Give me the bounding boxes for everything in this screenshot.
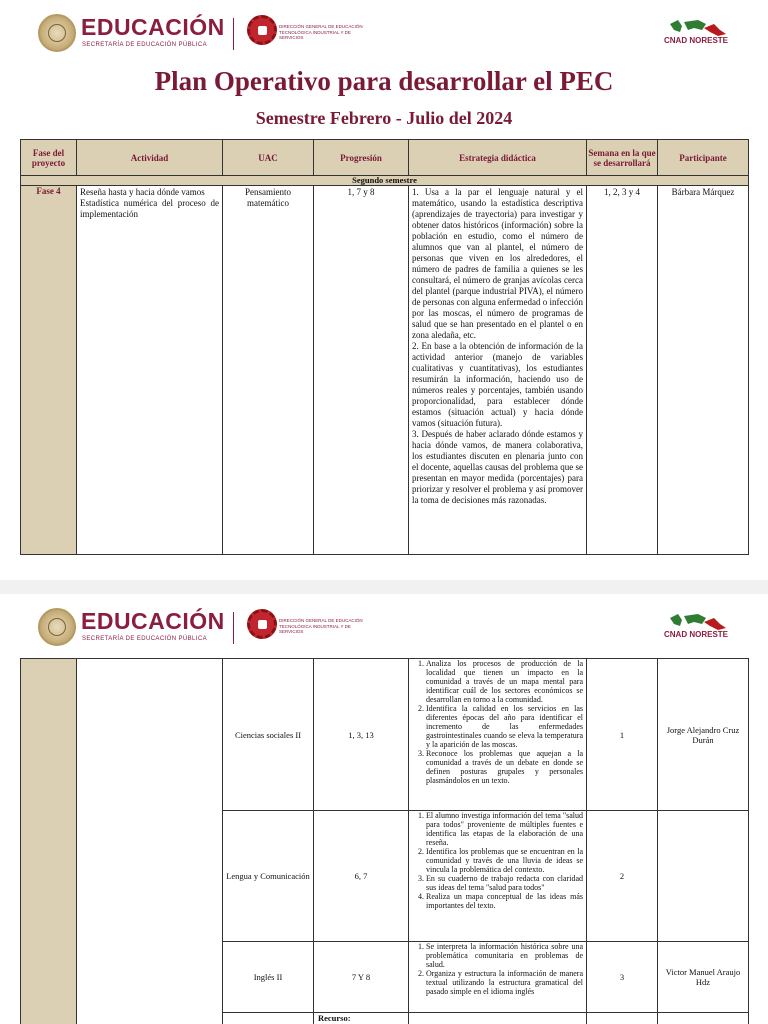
page-header: [0, 594, 768, 652]
semana-cell: 1, 2, 3 y 4: [587, 186, 658, 555]
list-item: 2. Identifica la calidad en los servicios en las diferentes épocas del año para identificar el incremento de las enfermedades gastrointestinales cuando se eleva la temperatura y la aparición de las moscas.: [426, 704, 586, 749]
section-row: [21, 176, 749, 186]
brand-subtitle: SECRETARÍA DE EDUCACIÓN PÚBLICA: [82, 636, 207, 642]
list-item: 1. El alumno investiga información del tema "salud para todos" proveniente de múltiples fuentes e identifica las etapas de la elaboración de una reseña.: [426, 811, 586, 847]
list-item: 1. Se interpreta la información histórica sobre una problemática comunitaria en problemas de salud.: [426, 942, 586, 969]
list-item: 3. Reconoce los problemas que aquejan a la comunidad a través de un debate en donde se definen posturas grupales y personales plasmándolos en un texto.: [426, 749, 586, 785]
mexico-seal-icon: [38, 14, 76, 52]
list-item: 3. En su cuaderno de trabajo redacta con claridad sus ideas del tema "salud para todos": [426, 874, 586, 892]
col-header-fase: Fase del proyecto: [21, 140, 77, 176]
uac-cell: Inglés II: [223, 942, 314, 1013]
brand-subtitle: SECRETARÍA DE EDUCACIÓN PÚBLICA: [82, 42, 207, 48]
page-subtitle: Semestre Febrero - Julio del 2024: [255, 108, 513, 128]
cnad-label: CNAD NORESTE: [664, 36, 729, 45]
estrategia-cell: [409, 1013, 587, 1024]
dgeti-gear-logo-icon: [247, 609, 277, 639]
participante-cell: Victor Manuel Araujo Hdz: [658, 942, 749, 1013]
col-header-participante: Participante: [658, 140, 749, 176]
col-header-progresion: Progresión: [314, 140, 409, 176]
estrategia-cell: [409, 659, 587, 811]
progresion-cell: 1, 7 y 8: [314, 186, 409, 555]
estrategia-list: [409, 942, 586, 996]
participante-cell: Jorge Alejandro Cruz Durán: [658, 659, 749, 811]
estrategia-cell: [409, 186, 587, 555]
header-divider: [233, 612, 234, 644]
section-label: Segundo semestre: [21, 176, 749, 186]
dgeti-text: DIRECCIÓN GENERAL DE EDUCACIÓN TECNOLÓGICA INDUSTRIAL Y DE SERVICIOS: [279, 24, 363, 40]
actividad-line: Estadística numérica del proceso de implementación: [80, 198, 219, 219]
col-header-uac: UAC: [223, 140, 314, 176]
semana-cell: 2: [587, 811, 658, 942]
recurso-label: Recurso:: [314, 1013, 409, 1024]
semana-cell: 1: [587, 659, 658, 811]
estrategia-paragraph: 2. En base a la obtención de información de la actividad anterior (manejo de variables cualitativas y cuantitativas), los estudiantes resumirán la información, haciendo uso de números reales y porcentajes, también usando proporcionalidad, para establecer dónde estamos (situación actual) y hacia dónde vamos (situación futura).: [412, 341, 583, 428]
cnad-label: CNAD NORESTE: [664, 630, 729, 639]
uac-cell: Lengua y Comunicación: [223, 811, 314, 942]
actividad-line: Reseña hasta y hacia dónde vamos: [80, 187, 205, 197]
cnad-sublabel: [676, 47, 726, 52]
dgeti-gear-logo-icon: [247, 15, 277, 45]
list-item: 2. Organiza y estructura la información de manera textual utilizando la estructura gramatical del pasado simple en el idioma inglés: [426, 969, 586, 996]
uac-cell: Pensamiento matemático: [223, 186, 314, 555]
cnad-map-logo-icon: [668, 18, 728, 38]
list-item: 1. Analiza los procesos de producción de la localidad que tienen un impacto en la comunidad a través de un mapa mental para identificar cuál de los sectores económicos se desarrollan en torno a la comunidad.: [426, 659, 586, 704]
estrategia-list: [409, 811, 586, 910]
plan-table: [20, 139, 749, 555]
document-page-2: [0, 594, 768, 1024]
semana-cell: [587, 1013, 658, 1024]
actividad-cell: [77, 659, 223, 1024]
fase-cell: Fase 4: [21, 186, 77, 555]
table-header-row: [21, 140, 749, 176]
col-header-estrategia: Estrategia didáctica: [409, 140, 587, 176]
page-title: Plan Operativo para desarrollar el PEC: [154, 66, 614, 96]
list-item: 4. Realiza un mapa conceptual de las ideas más importantes del texto.: [426, 892, 586, 910]
table-row: [21, 659, 749, 811]
brand-title: EDUCACIÓN: [81, 608, 225, 634]
uac-cell: Ciencias sociales II: [223, 659, 314, 811]
table-row: [21, 186, 749, 555]
actividad-cell: [77, 186, 223, 555]
progresion-cell: 7 Y 8: [314, 942, 409, 1013]
estrategia-cell: [409, 942, 587, 1013]
estrategia-list: [409, 659, 586, 785]
uac-cell: [223, 1013, 314, 1024]
participante-cell: Bárbara Márquez: [658, 186, 749, 555]
estrategia-paragraph: 3. Después de haber aclarado dónde estamos y hacia dónde vamos, de manera colaborativa, los estudiantes discuten en plenaria junto con el docente, aquellas causas del problema que se presentan en mayor medida (porcentajes) para priorizar y resolver el problema y así promover la toma de decisiones más razonadas.: [412, 429, 583, 505]
brand-title: EDUCACIÓN: [81, 14, 225, 40]
list-item: 2. Identifica los problemas que se encuentran en la comunidad y través de una lluvia de ideas se vincula la problemática del contexto.: [426, 847, 586, 874]
progresion-cell: 1, 3, 13: [314, 659, 409, 811]
mexico-seal-icon: [38, 608, 76, 646]
estrategia-cell: [409, 811, 587, 942]
col-header-actividad: Actividad: [77, 140, 223, 176]
estrategia-paragraph: 1. Usa a la par el lenguaje natural y el matemático, usando la estadística descriptiva (aprendizajes de trayectoria) para investigar y obtener datos históricos (información) sobre la población en estudio, como el número de alumnos que van al plantel, el número de personas que viven en los alrededores, el número de padres de familia a quienes se les consultará, el número de granjas avícolas cerca del plantel (parque industrial PIVA), el número de personas con alguna enfermedad o infección por las moscas, el número de programas de salud que se han presentado en el plantel o en zona aledaña, etc.: [412, 187, 583, 340]
header-divider: [233, 18, 234, 50]
page-gap: [0, 580, 768, 594]
dgeti-text: DIRECCIÓN GENERAL DE EDUCACIÓN TECNOLÓGICA INDUSTRIAL Y DE SERVICIOS: [279, 618, 363, 634]
plan-table-continued: [20, 658, 749, 1024]
progresion-cell: 6, 7: [314, 811, 409, 942]
page-header: [0, 0, 768, 58]
cnad-map-logo-icon: [668, 612, 728, 632]
cnad-sublabel: [676, 641, 726, 646]
fase-cell: [21, 659, 77, 1024]
participante-cell: [658, 1013, 749, 1024]
semana-cell: 3: [587, 942, 658, 1013]
col-header-semana: Semana en la que se desarrollará: [587, 140, 658, 176]
participante-cell: [658, 811, 749, 942]
